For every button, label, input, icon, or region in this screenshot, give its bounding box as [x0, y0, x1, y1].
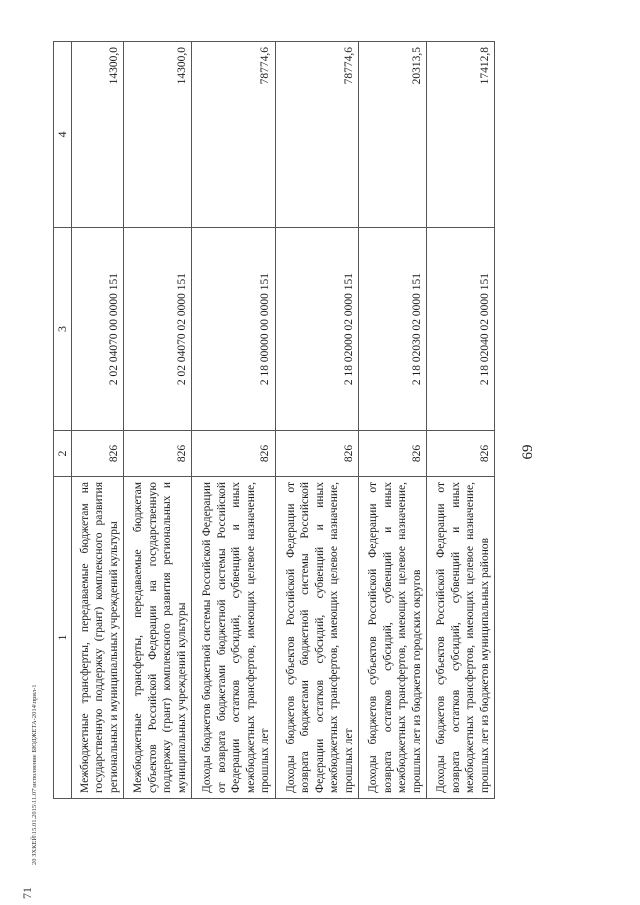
row-admin-code: 826 — [275, 431, 359, 477]
row-description: Межбюджетные трансферты, передаваемые бюджетам субъектов Российской Федерации на государственную поддержку (грант) комплексного развития региональных и муниципальных учреждений культуры — [124, 477, 192, 799]
table-row — [359, 42, 427, 799]
row-description: Межбюджетные трансферты, передаваемые бюджетам на государственную поддержку (грант) комплексного развития региональных и муниципальных учреждений культуры — [72, 477, 124, 799]
row-amount: 14300,0 — [72, 42, 124, 228]
header-col-1: 1 — [54, 477, 72, 799]
table-row — [124, 42, 192, 799]
row-budget-code: 2 18 02000 02 0000 151 — [275, 228, 359, 431]
row-amount: 78774,6 — [192, 42, 276, 228]
table-row — [275, 42, 359, 799]
header-col-4: 4 — [54, 42, 72, 228]
row-budget-code: 2 18 02040 02 0000 151 — [427, 228, 495, 431]
row-budget-code: 2 18 02030 02 0000 151 — [359, 228, 427, 431]
row-budget-code: 2 02 04070 00 0000 151 — [72, 228, 124, 431]
row-budget-code: 2 02 04070 02 0000 151 — [124, 228, 192, 431]
row-admin-code: 826 — [72, 431, 124, 477]
header-col-3: 3 — [54, 228, 72, 431]
row-admin-code: 826 — [359, 431, 427, 477]
table-row — [427, 42, 495, 799]
row-amount: 14300,0 — [124, 42, 192, 228]
row-description: Доходы бюджетов субъектов Российской Федерации от возврата остатков субсидий, субвенций и иных межбюджетных трансфертов, имеющих целевое назначение, прошлых лет из бюджетов городских округов — [359, 477, 427, 799]
corner-page-number: 71 — [20, 887, 34, 899]
file-path-note: 20 ЗХКЕЙ\15.01.2015\11.07\исполнение БЮДЖЕТА-2014\прил-1 — [31, 684, 38, 865]
row-amount: 78774,6 — [275, 42, 359, 228]
row-admin-code: 826 — [427, 431, 495, 477]
budget-revenue-table — [53, 41, 495, 799]
page-number: 69 — [520, 444, 536, 460]
table-row — [192, 42, 276, 799]
row-admin-code: 826 — [192, 431, 276, 477]
row-amount: 17412,8 — [427, 42, 495, 228]
table-row — [72, 42, 124, 799]
header-col-2: 2 — [54, 431, 72, 477]
row-admin-code: 826 — [124, 431, 192, 477]
row-description: Доходы бюджетов субъектов Российской Федерации от возврата остатков субсидий, субвенций и иных межбюджетных трансфертов, имеющих целевое назначение, прошлых лет из бюджетов муниципальных районов — [427, 477, 495, 799]
table-header-row — [54, 42, 72, 799]
row-description: Доходы бюджетов бюджетной системы Российской Федерации от возврата бюджетами бюджетной системы Российской Федерации остатков субсидий, субвенций и иных межбюджетных трансфертов, имеющих целевое назначение, прошлых лет — [192, 477, 276, 799]
row-budget-code: 2 18 00000 00 0000 151 — [192, 228, 276, 431]
row-description: Доходы бюджетов субъектов Российской Федерации от возврата бюджетами бюджетной системы Российской Федерации остатков субсидий, субвенций и иных межбюджетных трансфертов, имеющих целевое назначение, прошлых лет — [275, 477, 359, 799]
row-amount: 20313,5 — [359, 42, 427, 228]
